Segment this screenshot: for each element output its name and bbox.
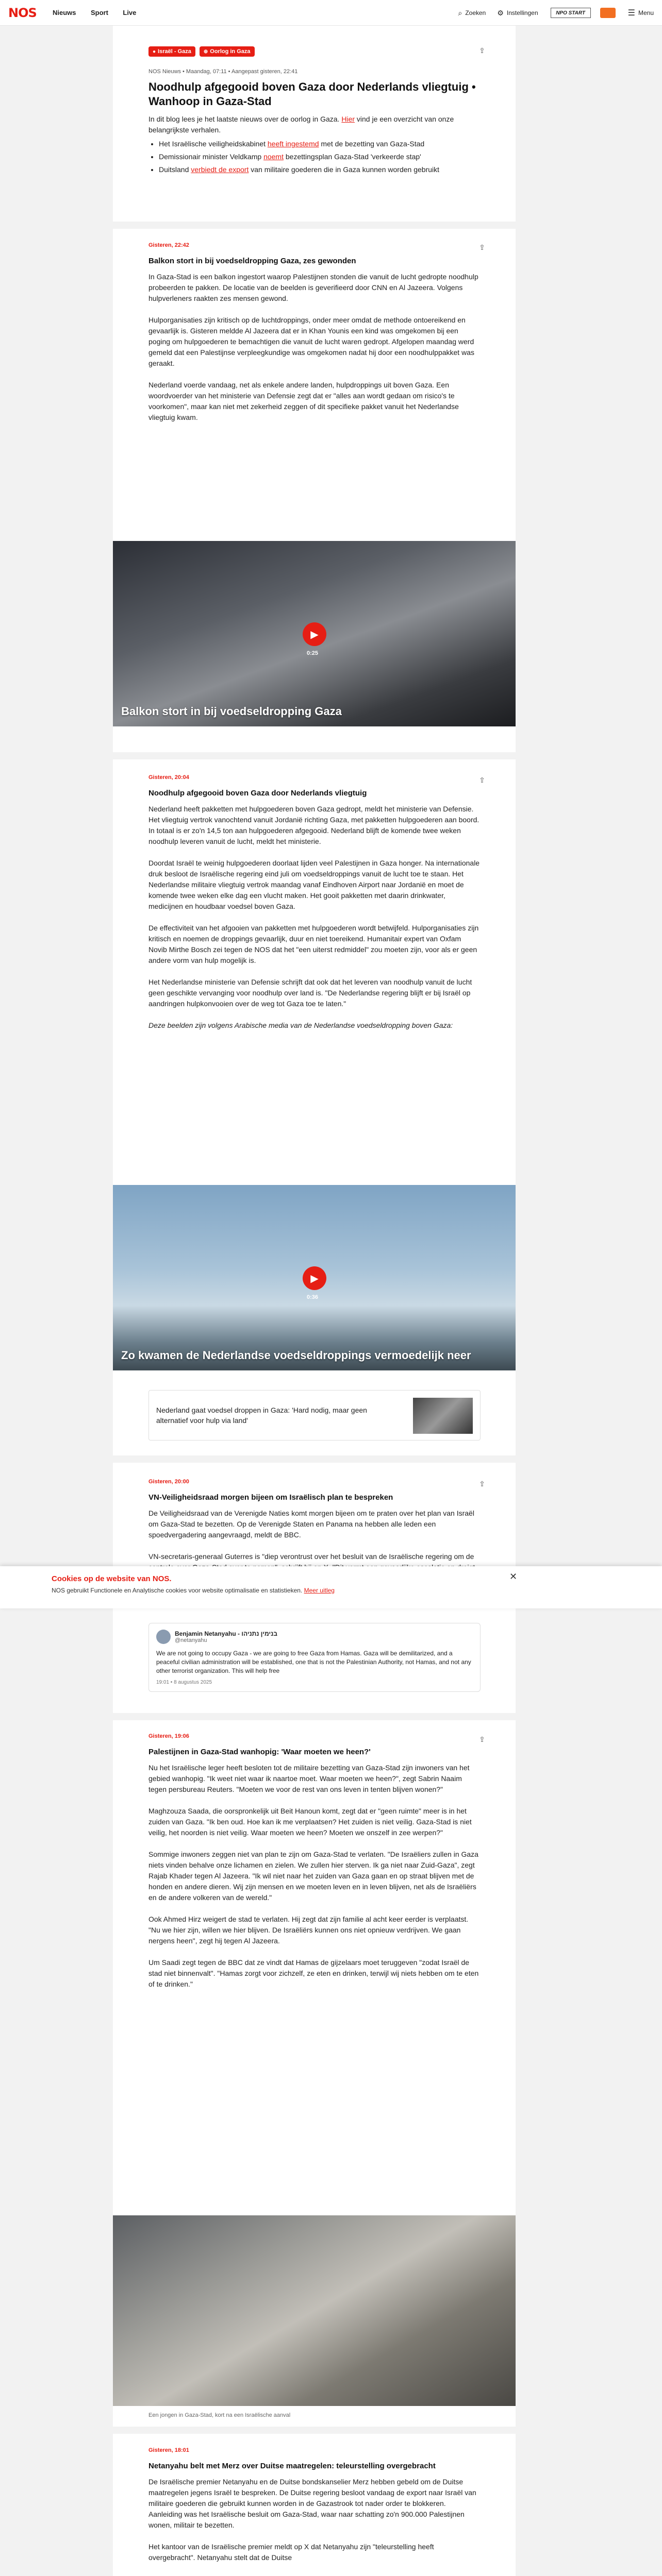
avatar — [156, 1630, 171, 1644]
lead-text: In dit blog lees je het laatste nieuws over de oorlog in Gaza. — [148, 115, 342, 123]
settings-button[interactable] — [497, 9, 538, 18]
share-icon[interactable]: ⇪ — [479, 46, 485, 55]
list-item — [159, 164, 481, 175]
post-time: Gisteren, 20:04 — [148, 774, 189, 781]
tweet-handle: @netanyahu — [175, 1637, 207, 1643]
article-lead — [148, 114, 481, 135]
cookie-text: NOS gebruikt Functionele en Analytische cookies voor website optimalisatie en statistieken. — [52, 1587, 304, 1594]
hamburger-icon: ☰ — [627, 9, 635, 18]
divider — [113, 1455, 516, 1463]
divider — [113, 752, 516, 759]
post-paragraph: Nederland heeft pakketten met hulpgoederen boven Gaza gedropt, meldt het ministerie van Defensie. Het vliegtuig vertrok vanochtend vanuit Jordanië richting Gaza, met pakketten hulpgoederen aan boord. In totaal is er zo'n 14,5 ton aan hulpgoederen afgegooid. Nederland blijft de komende twee weken noodhulp leveren vanuit de lucht, meldt het ministerie. — [148, 805, 479, 845]
tag-israel-gaza[interactable] — [148, 46, 195, 57]
top-right-actions — [446, 0, 654, 26]
tweet-date: 19:01 • 8 augustus 2025 — [156, 1680, 212, 1685]
article-column — [113, 26, 516, 2576]
search-icon: ⌕ — [458, 8, 462, 17]
post-title: Noodhulp afgegooid boven Gaza door Nederlands vliegtuig — [148, 789, 367, 798]
post-title: VN-Veiligheidsraad morgen bijeen om Israëlisch plan te bespreken — [148, 1493, 393, 1502]
live-post-5 — [113, 2447, 516, 2574]
divider — [113, 222, 516, 229]
play-icon[interactable]: ▶ — [303, 1266, 326, 1290]
bullet-text-end: bezettingsplan Gaza-Stad 'verkeerde stap' — [284, 152, 421, 161]
share-icon[interactable]: ⇪ — [479, 1735, 485, 1743]
bullet-link[interactable]: verbiedt de export — [191, 165, 249, 174]
video-player[interactable] — [113, 541, 516, 726]
tag-oorlog-gaza[interactable] — [200, 46, 255, 57]
related-article-thumbnail — [413, 1398, 473, 1434]
menu-label: Menu — [638, 9, 654, 16]
summary-bullets — [148, 139, 481, 175]
related-article-title: Nederland gaat voedsel droppen in Gaza: 'Hard nodig, maar geen alternatief voor hulp via land' — [156, 1406, 367, 1425]
video-caption: Balkon stort in bij voedseldropping Gaza — [121, 705, 342, 718]
gear-icon: ⚙ — [497, 8, 504, 17]
post-paragraph: Nu het Israëlische leger heeft besloten tot de militaire bezetting van Gaza-Stad zijn inwoners van het gebied wanhopig. "Ik weet niet waar ik naartoe moet. Waar moeten we heen?", zegt Sabrin Naaim tegen persbureau Reuters. "Moeten we voor de rest van ons leven in tenten blijven wonen?" — [148, 1764, 470, 1793]
embedded-tweet[interactable] — [148, 1623, 481, 1692]
article-meta: NOS Nieuws • Maandag, 07:11 • Aangepast gisteren, 22:41 — [148, 69, 298, 75]
post-title: Balkon stort in bij voedseldropping Gaza, zes gewonden — [148, 257, 356, 265]
tweet-author-info — [175, 1630, 277, 1643]
related-article-card[interactable] — [148, 1390, 481, 1440]
bullet-text: Demissionair minister Veldkamp — [159, 152, 264, 161]
post-paragraph: Het Nederlandse ministerie van Defensie schrijft dat ook dat het leveren van noodhulp vanuit de lucht geen geschikte vervanging voor noodhulp over land is. "De Nederlandse regering blijft er bij Israël op aandringen hulpkonvooien over de weg tot Gaza toe te laten." — [148, 978, 472, 1008]
live-post-4 — [113, 1733, 516, 2001]
top-bar — [0, 0, 662, 26]
close-icon[interactable]: ✕ — [509, 1571, 518, 1582]
lead-text-end: vind je een overzicht van onze belangrijkste verhalen. — [148, 115, 454, 134]
post-paragraph: Het kantoor van de Israëlische premier meldt op X dat Netanyahu zijn "teleurstelling heeft overgebracht". Netanyahu stelt dat de Duitse — [148, 2543, 434, 2562]
post-paragraph: De Veiligheidsraad van de Verenigde Naties komt morgen bijeen om te praten over het plan van Israël om Gaza-Stad te bezetten. Op de Verenigde Staten en Panama na hebben alle leden een spoedvergadering aangevraagd, meldt de BBC. — [148, 1509, 474, 1539]
post-title: Palestijnen in Gaza-Stad wanhopig: 'Waar moeten we heen?' — [148, 1748, 371, 1756]
settings-label: Instellingen — [506, 9, 538, 16]
article-photo — [113, 2215, 516, 2406]
post-time: Gisteren, 19:06 — [148, 1733, 189, 1739]
post-time: Gisteren, 20:00 — [148, 1479, 189, 1485]
post-body — [148, 1762, 481, 1990]
main-nav — [40, 8, 136, 18]
search-button[interactable] — [458, 9, 486, 18]
bullet-link[interactable]: noemt — [263, 152, 284, 161]
post-paragraph: Sommige inwoners zeggen niet van plan te zijn om Gaza-Stad te verlaten. "De Israëliers zullen in Gaza niets vinden behalve onze lichamen en zielen. We zullen hier sterven. Ik ga niet naar Zuid-Gaza", zegt Rajab Khader tegen Al Jazeera. "Ik wil niet naar het zuiden van Gaza gaan en op straat blijven met de honden en andere dieren. Wij zijn mensen en we moeten leven en in leven blijven, net als de Israëliërs en de andere volkeren van de wereld." — [148, 1850, 478, 1902]
post-paragraph: Nederland voerde vandaag, net als enkele andere landen, hulpdroppings uit boven Gaza. Een woordvoerder van het ministerie van Defensie zegt dat er "alles aan wordt gedaan om risico's te voorkomen", maar kan niet met zekerheid zeggen of dit specifieke pakket vanuit het Nederlandse vliegtuig kwam. — [148, 381, 459, 421]
tweet-author-name: Benjamin Netanyahu - בנימין נתניהו — [175, 1630, 277, 1637]
menu-button[interactable] — [628, 8, 654, 18]
post-body — [148, 272, 481, 423]
video-duration: 0:36 — [307, 1294, 319, 1300]
tweet-text: We are not going to occupy Gaza - we are going to free Gaza from Hamas. Gaza will be demilitarized, and a peaceful civilian administration will be established, one that is not the Palestinian Authority, not Hamas, and not any other terrorist organization. This will help free — [156, 1650, 471, 1674]
search-label: Zoeken — [465, 9, 486, 16]
bullet-text: Duitsland — [159, 165, 191, 174]
cookie-more-link[interactable]: Meer uitleg — [304, 1587, 335, 1594]
live-post-2 — [113, 774, 516, 1042]
npo-orange-logo[interactable] — [600, 8, 616, 18]
tag-label: Oorlog in Gaza — [210, 48, 251, 55]
post-paragraph: In Gaza-Stad is een balkon ingestort waarop Palestijnen stonden die vanuit de lucht gedropte noodhulp probeerden te pakken. De locatie van de beelden is geverifieerd door CNN en Al Jazeera. Volgens hulpverleners raakten zes mensen gewond. — [148, 273, 478, 302]
npo-start-link[interactable]: NPO START — [551, 8, 591, 18]
list-item — [159, 151, 481, 162]
nav-live[interactable]: Live — [123, 8, 137, 16]
post-body — [148, 804, 481, 1031]
live-dot-icon: ● — [153, 48, 156, 55]
post-paragraph: De effectiviteit van het afgooien van pakketten met hulpgoederen wordt betwijfeld. Hulporganisaties zijn kritisch en noemen de droppings gevaarlijk, duur en niet toereikend. Humanitair expert van Oxfam Novib Mirthe Bosch zei tegen de NOS dat het "een uiterst redmiddel" zou moeten zijn, voor als er geen andere vorm van hulp mogelijk is. — [148, 924, 479, 964]
post-time: Gisteren, 18:01 — [148, 2447, 189, 2453]
post-paragraph: Ook Ahmed Hirz weigert de stad te verlaten. Hij zegt dat zijn familie al acht keer eerder is verplaatst. "Nu we hier zijn, willen we hier blijven. De Israëliërs kunnen ons niet opnieuw verdrijven. We gaan nergens heen", zegt hij tegen Al Jazeera. — [148, 1915, 469, 1945]
post-paragraph: Um Saadi zegt tegen de BBC dat ze vindt dat Hamas de gijzelaars moet teruggeven "zodat Israël de stad niet binnenvalt". "Hamas zorgt voor zichzelf, ze eten en drinken, terwijl wij niets hebben om te eten of te drinken." — [148, 1958, 479, 1988]
bullet-text-end: van militaire goederen die in Gaza kunnen worden gebruikt — [249, 165, 440, 174]
post-time: Gisteren, 22:42 — [148, 242, 189, 248]
video-player[interactable] — [113, 1185, 516, 1370]
post-paragraph: De Israëlische premier Netanyahu en de Duitse bondskanselier Merz hebben gebeld om de Duitse maatregelen jegens Israël te bespreken. De Duitse regering besloot vandaag de export naar Israël van militaire goederen die gebruikt kunnen worden in de Gazastrook tot nader order te blokkeren. Aanleiding was het Israëlische besluit om Gaza-Stad, waar naar schatting zo'n 900.000 Palestijnen wonen, militair te bezetten. — [148, 2478, 476, 2529]
divider — [113, 1713, 516, 1720]
tweet-author — [156, 1630, 473, 1644]
post-paragraph: Hulporganisaties zijn kritisch op de luchtdroppings, onder meer omdat de methode ontoereikend en gevaarlijk is. Gisteren meldde Al Jazeera dat er in Khan Younis een kind was omgekomen bij een poging om hulpgoederen te bemachtigen die vanuit de lucht waren gedropt. Afgelopen maandag werd gemeld dat een Palestijnse verpleegkundige was omgekomen nadat hij door een noodhulppakket was geraakt. — [148, 316, 474, 367]
share-icon[interactable]: ⇪ — [479, 1480, 485, 1488]
lead-link[interactable]: Hier — [341, 115, 355, 123]
post-title: Netanyahu belt met Merz over Duitse maatregelen: teleurstelling overgebracht — [148, 2462, 436, 2470]
article-header — [113, 69, 516, 177]
bullet-text: Het Israëlische veiligheidskabinet — [159, 140, 268, 148]
post-paragraph: Maghzouza Saada, die oorspronkelijk uit Beit Hanoun komt, zegt dat er "geen ruimte" meer is in het zuiden van Gaza. "Ik ben oud. Hoe kan ik me verplaatsen? Het zuiden is niet veilig. Gaza-Stad is niet veilig, het noorden is niet veilig. Waar moeten we heen? Moeten we onszelf in zee werpen?" — [148, 1807, 472, 1837]
live-post-1 — [113, 242, 516, 434]
nav-sport[interactable]: Sport — [90, 8, 108, 16]
divider — [113, 2427, 516, 2434]
bullet-text-end: met de bezetting van Gaza-Stad — [319, 140, 425, 148]
share-icon[interactable]: ⇪ — [479, 776, 485, 784]
tag-label: Israël - Gaza — [158, 48, 191, 55]
post-body — [148, 2477, 481, 2563]
play-icon[interactable]: ▶ — [303, 622, 326, 646]
list-item — [159, 139, 481, 149]
post-paragraph: Doordat Israël te weinig hulpgoederen doorlaat lijden veel Palestijnen in Gaza honger. Na internationale druk besloot de Israëlische regering eind juli om voedseldroppings vanuit de lucht toe te staan. Het Nederlandse militaire vliegtuig vertrok maandag vanaf Eindhoven Airport naar Jordanië en moet de komende twee weken elke dag een vlucht maken. Het gooit pakketten met daarin drinkwater, medicijnen en houdbaar voedsel boven Gaza. — [148, 859, 480, 910]
bullet-link[interactable]: heeft ingestemd — [267, 140, 319, 148]
nav-nieuws[interactable]: Nieuws — [53, 8, 76, 16]
article-tags — [148, 46, 259, 57]
cookie-title: Cookies op de website van NOS. — [52, 1574, 172, 1583]
video-caption: Zo kwamen de Nederlandse voedseldroppings vermoedelijk neer — [121, 1349, 471, 1362]
post-paragraph: VN-secretaris-generaal Guterres is "diep verontrust over het besluit van de Israëlische regering om de — [148, 1552, 474, 1561]
plus-circle-icon: ⊕ — [203, 48, 208, 55]
post-paragraph: Deze beelden zijn volgens Arabische media van de Nederlandse voedseldropping boven Gaza: — [148, 1021, 453, 1029]
share-icon[interactable]: ⇪ — [479, 243, 485, 251]
cookie-banner — [0, 1566, 662, 1608]
cookie-body — [52, 1587, 516, 1594]
nos-logo[interactable]: NOS — [8, 5, 37, 20]
page-title: Noodhulp afgegooid boven Gaza door Nederlands vliegtuig • Wanhoop in Gaza-Stad — [148, 80, 476, 108]
photo-caption: Een jongen in Gaza-Stad, kort na een Israëlische aanval — [148, 2412, 291, 2418]
video-duration: 0:25 — [307, 650, 319, 656]
